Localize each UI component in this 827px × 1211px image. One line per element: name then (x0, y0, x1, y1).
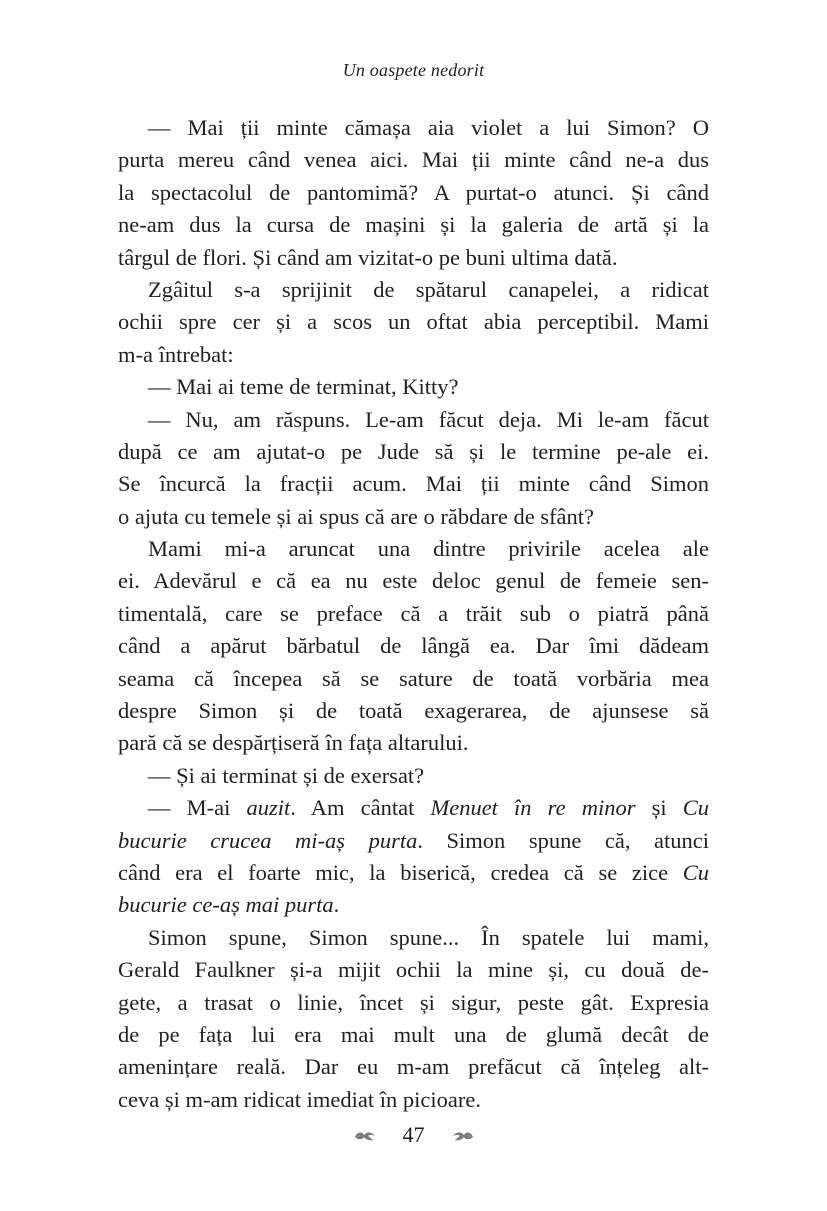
text-line (118, 112, 709, 144)
text-run: și (635, 795, 683, 821)
text-run: după ce am ajutat-o pe Jude să și le termine pe-ale ei. (118, 438, 709, 464)
text-line (118, 889, 709, 921)
text-line (118, 144, 709, 176)
text-line (118, 922, 709, 954)
text-line (118, 1084, 709, 1116)
text-run: . (333, 892, 340, 918)
text-line (118, 177, 709, 209)
page-number: 47 (402, 1122, 425, 1147)
text-run: pară că se despărțiseră în fața altarului. (118, 730, 469, 756)
text-run: — Mai ții minte cămașa aia violet a lui Simon? O (148, 115, 709, 140)
text-line (118, 987, 709, 1019)
text-run: Zgâitul s-a sprijinit de spătarul canapelei, a ridicat (148, 276, 709, 302)
text-run: Simon spune, Simon spune... În spatele lui mami, (148, 924, 709, 950)
text-run: Mami mi-a aruncat una dintre privirile acelea ale (148, 536, 709, 562)
italic-text: Cu (682, 859, 709, 885)
text-run: despre Simon și de toată exagerarea, de ajunsese să (118, 698, 709, 724)
text-run: amenințare reală. Dar eu m-am prefăcut că înțeleg alt- (118, 1054, 709, 1080)
text-run: de pe fața lui era mai mult una de glumă decât de (118, 1021, 709, 1047)
text-line (118, 404, 709, 436)
text-run: ceva și m-am ridicat imediat în picioare. (118, 1086, 481, 1112)
text-line (118, 209, 709, 241)
text-run: gete, a trasat o linie, încet și sigur, peste gât. Expresia (118, 989, 709, 1015)
text-run: o ajuta cu temele și ai spus că are o răbdare de sfânt? (118, 503, 595, 529)
text-run: ochii spre cer și a scos un oftat abia perceptibil. Mami (118, 309, 709, 335)
fleuron-left-icon (353, 1128, 377, 1142)
text-run: — M-ai (148, 795, 247, 821)
text-run: . Simon spune că, atunci (417, 827, 709, 853)
text-line (118, 533, 709, 565)
text-run: purta mereu când venea aici. Mai ții minte când ne-a dus (118, 147, 709, 173)
text-run: — Nu, am răspuns. Le-am făcut deja. Mi le-am făcut (148, 406, 709, 432)
italic-text: Cu (682, 795, 709, 821)
text-line (118, 695, 709, 727)
text-line (118, 954, 709, 986)
text-run: când era el foarte mic, la biserică, credea că se zice (118, 859, 683, 885)
italic-text: bucurie crucea mi-aș purta (118, 827, 418, 853)
text-run: seama că începea să se sature de toată vorbăria mea (118, 665, 709, 691)
italic-text: auzit (246, 795, 291, 821)
text-line (118, 274, 709, 306)
text-line (118, 663, 709, 695)
text-line (118, 242, 709, 274)
text-line (118, 1051, 709, 1083)
text-run: — Și ai terminat și de exersat? (148, 762, 425, 788)
text-run: — Mai ai teme de terminat, Kitty? (148, 374, 459, 400)
fleuron-right-icon (451, 1128, 475, 1142)
text-line (118, 792, 709, 824)
text-line (118, 825, 709, 857)
body-text (118, 112, 709, 1116)
text-line (118, 436, 709, 468)
text-run: . Am cântat (290, 795, 431, 821)
italic-text: bucurie ce-aș mai purta (118, 892, 334, 918)
text-run: la spectacolul de pantomimă? A purtat-o atunci. Și când (118, 179, 709, 205)
text-run: ei. Adevărul e că ea nu este deloc genul de femeie sen- (118, 568, 709, 594)
text-line (118, 565, 709, 597)
text-line (118, 630, 709, 662)
text-run: Se încurcă la fracții acum. Mai ții minte când Simon (118, 471, 709, 497)
text-run: timentală, care se preface că a trăit sub o piatră până (118, 600, 709, 626)
text-line (118, 468, 709, 500)
text-line (118, 760, 709, 792)
text-line (118, 598, 709, 630)
text-line (118, 857, 709, 889)
italic-text: Menuet în re minor (430, 795, 636, 821)
page-footer (0, 1122, 827, 1148)
text-run: târgul de flori. Și când am vizitat-o pe buni ultima dată. (118, 244, 618, 270)
text-run: când a apărut bărbatul de lângă ea. Dar îmi dădeam (118, 633, 709, 659)
text-run: m-a întrebat: (118, 341, 234, 367)
text-line (118, 306, 709, 338)
text-line (118, 501, 709, 533)
text-line (118, 371, 709, 403)
text-run: ne-am dus la cursa de mașini și la galeria de artă și la (118, 212, 709, 238)
text-line (118, 727, 709, 759)
running-head: Un oaspete nedorit (342, 60, 485, 80)
text-line (118, 1019, 709, 1051)
text-run: Gerald Faulkner și-a mijit ochii la mine și, cu două de- (118, 957, 709, 983)
text-line (118, 339, 709, 371)
